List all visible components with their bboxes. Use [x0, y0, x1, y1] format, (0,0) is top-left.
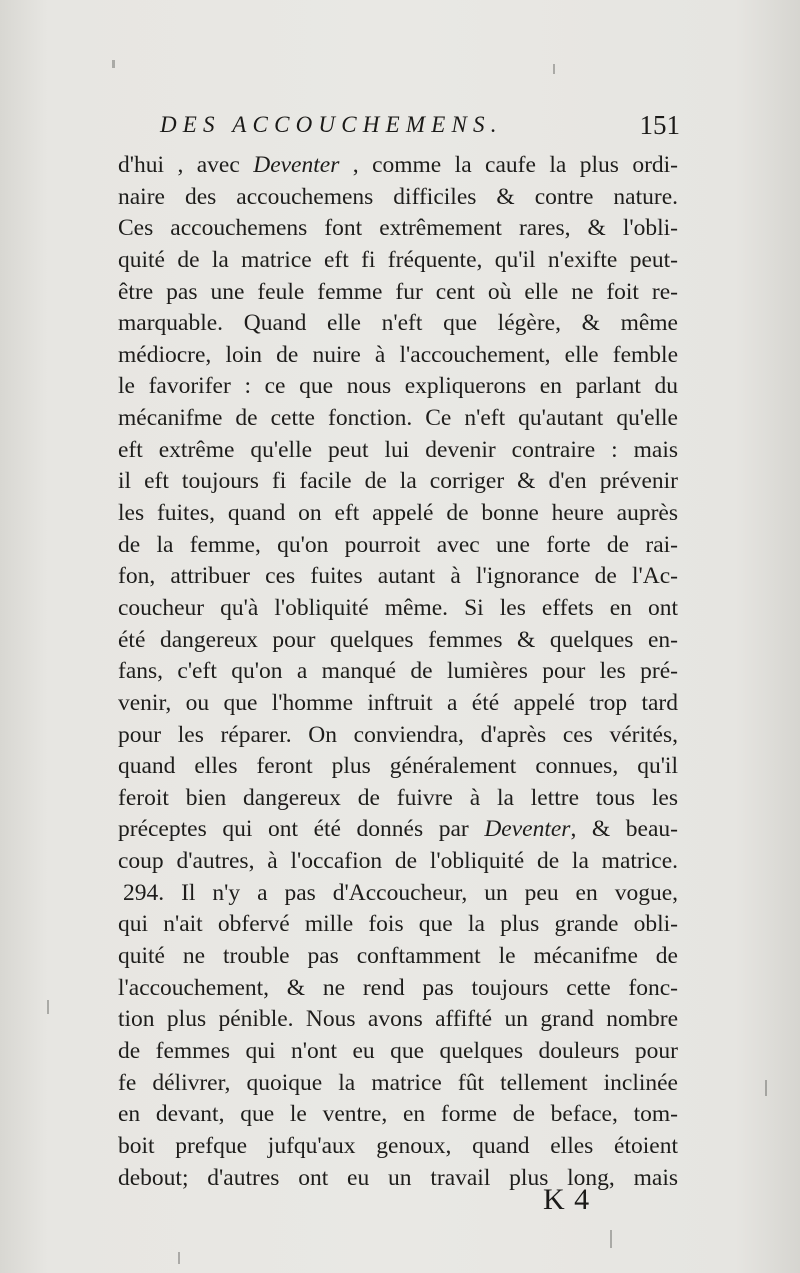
body-text: [118, 150, 678, 1194]
paper-speck: [112, 60, 115, 68]
text-line: l'accouchement, & ne rend pas toujours cette fonc-: [118, 974, 678, 1001]
text-line: fe délivrer, quoique la matrice fût tellement inclinée: [118, 1069, 678, 1096]
text-line: fon, attribuer ces fuites autant à l'ignorance de l'Ac-: [118, 563, 678, 590]
text-line: coucheur qu'à l'obliquité même. Si les effets en ont: [118, 594, 678, 621]
page-header: [160, 112, 680, 146]
text-line: naire des accouchemens difficiles & contre nature.: [118, 183, 678, 210]
text-line: être pas une feule femme fur cent où elle ne foit re-: [118, 278, 678, 305]
text-line: il eft toujours fi facile de la corriger & d'en prévenir: [118, 468, 678, 495]
text-line: fans, c'eft qu'on a manqué de lumières pour les pré-: [118, 658, 678, 685]
text-line: 294. Il n'y a pas d'Accoucheur, un peu en vogue,: [123, 879, 678, 906]
text-line: tion plus pénible. Nous avons affifté un grand nombre: [118, 1006, 678, 1033]
text-line: en devant, que le ventre, en forme de beface, tom-: [118, 1101, 678, 1128]
paper-speck: [553, 64, 555, 74]
text-line: de femmes qui n'ont eu que quelques douleurs pour: [118, 1037, 678, 1064]
page-number: 151: [639, 110, 680, 140]
text-line: Ces accouchemens font extrêmement rares, & l'obli-: [118, 215, 678, 242]
text-line: quand elles feront plus généralement connues, qu'il: [118, 753, 678, 780]
paper-speck: [47, 1000, 49, 1014]
text-line: de la femme, qu'on pourroit avec une forte de rai-: [118, 531, 678, 558]
paper-speck: [178, 1252, 180, 1264]
signature-mark: K 4: [543, 1183, 591, 1216]
text-line: pour les réparer. On conviendra, d'après ces vérités,: [118, 721, 678, 748]
text-line: d'hui , avec Deventer , comme la caufe la plus ordi-: [118, 152, 678, 178]
text-line: mécanifme de cette fonction. Ce n'eft qu'autant qu'elle: [118, 405, 678, 432]
text-line: médiocre, loin de nuire à l'accouchement, elle femble: [118, 341, 678, 368]
text-line: préceptes qui ont été donnés par Deventer, & beau-: [118, 816, 678, 843]
running-head: DES ACCOUCHEMENS.: [160, 112, 503, 137]
text-line: été dangereux pour quelques femmes & quelques en-: [118, 626, 678, 653]
text-line: debout; d'autres ont eu un travail plus long, mais: [118, 1164, 678, 1191]
text-line: les fuites, quand on eft appelé de bonne heure auprès: [118, 500, 678, 527]
text-line: quité ne trouble pas conftamment le mécanifme de: [118, 943, 678, 970]
paper-speck: [610, 1230, 612, 1248]
text-line: boit prefque jufqu'aux genoux, quand elles étoient: [118, 1132, 678, 1159]
text-line: marquable. Quand elle n'eft que légère, & même: [118, 310, 678, 337]
paper-speck: [765, 1080, 767, 1096]
text-line: le favorifer : ce que nous expliquerons en parlant du: [118, 373, 678, 400]
text-line: coup d'autres, à l'occafion de l'obliquité de la matrice.: [118, 848, 678, 875]
text-line: eft extrême qu'elle peut lui devenir contraire : mais: [118, 436, 678, 463]
text-line: feroit bien dangereux de fuivre à la lettre tous les: [118, 784, 678, 811]
text-line: qui n'ait obfervé mille fois que la plus grande obli-: [118, 911, 678, 938]
text-line: venir, ou que l'homme inftruit a été appelé trop tard: [118, 689, 678, 716]
text-line: quité de la matrice eft fi fréquente, qu'il n'exifte peut-: [118, 246, 678, 273]
